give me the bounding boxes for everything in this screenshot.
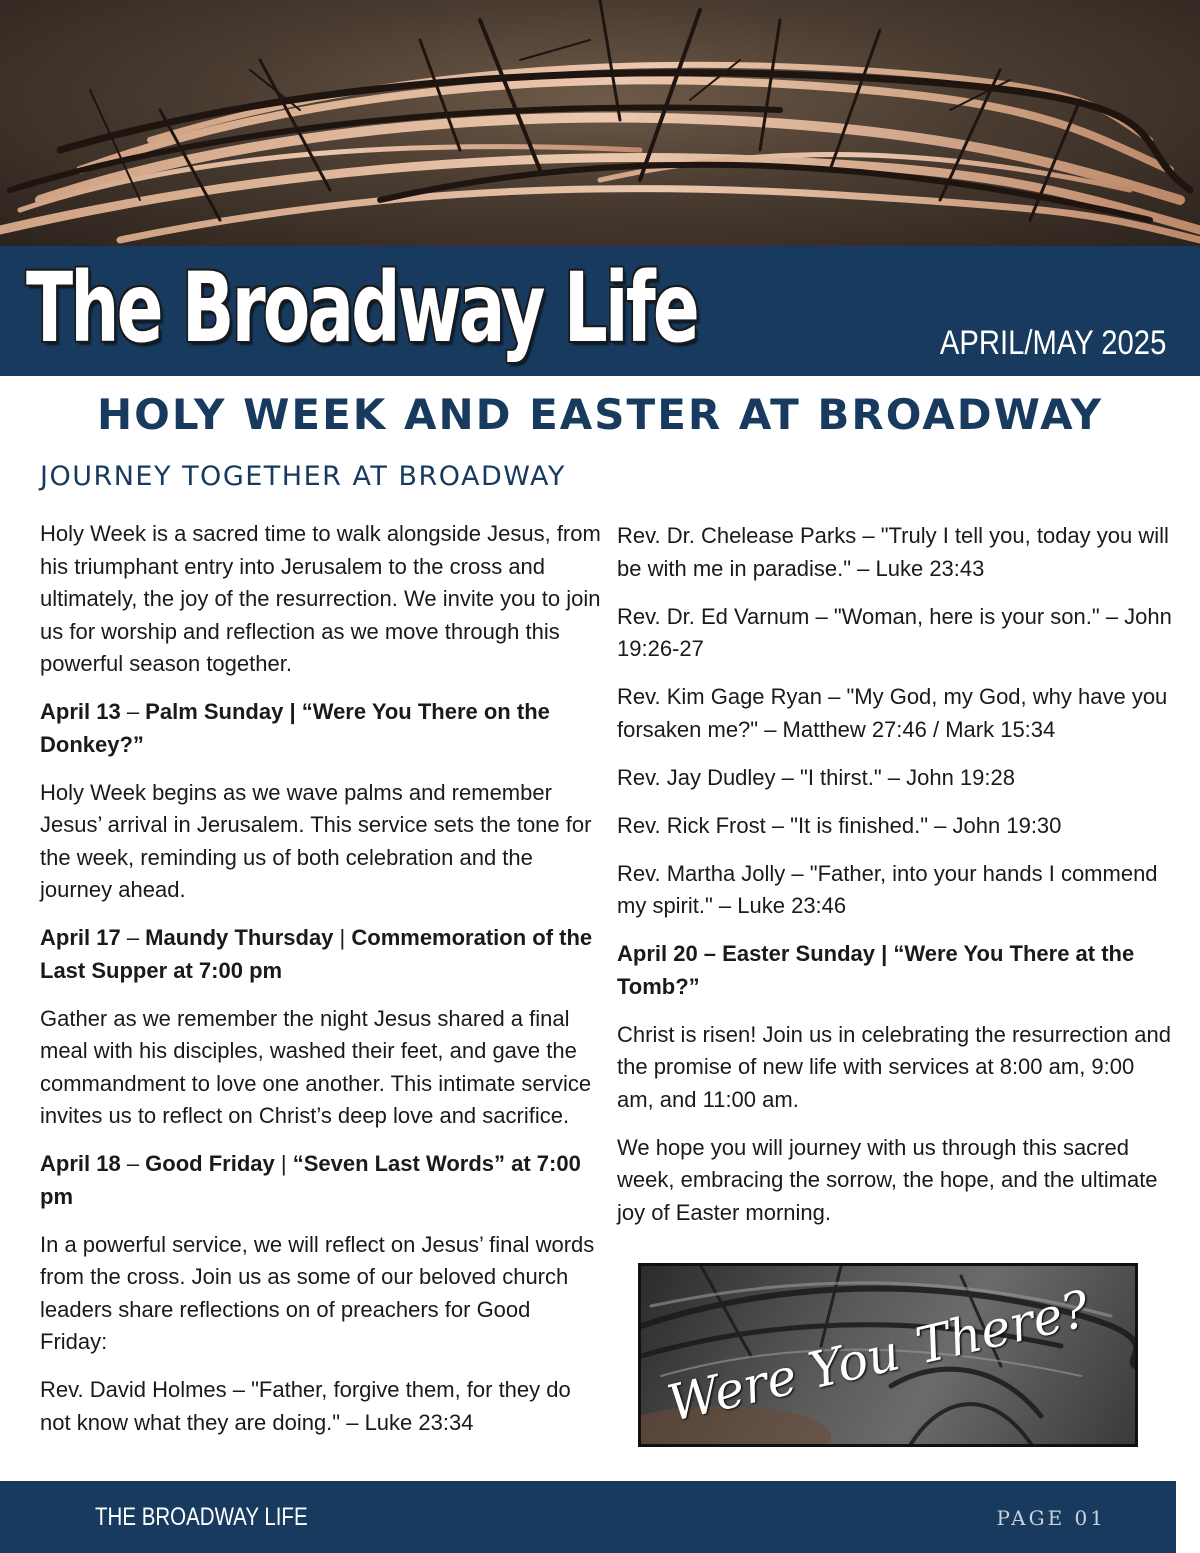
last-word-2: Rev. Dr. Chelease Parks – "Truly I tell you, today you will be with me in paradise." – Luke 23:43 xyxy=(617,523,1169,581)
last-word-6: Rev. Rick Frost – "It is finished." – John 19:30 xyxy=(617,812,1062,838)
palm-dash: – xyxy=(120,699,146,724)
page-footer xyxy=(0,1481,1176,1553)
maundy-name: Maundy Thursday xyxy=(145,925,334,950)
last-word-1: Rev. David Holmes – "Father, forgive them, for they do not know what they are doing." – Luke 23:34 xyxy=(40,1377,571,1435)
palm-sunday-body: Holy Week begins as we wave palms and remember Jesus’ arrival in Jerusalem. This service sets the tone for the week, reminding us of both celebration and the journey ahead. xyxy=(40,779,592,902)
intro-paragraph: Holy Week is a sacred time to walk alongside Jesus, from his triumphant entry into Jerusalem to the cross and ultimately, the joy of the resurrection. We invite you to join us for worship and reflection as we move through this powerful season together. xyxy=(40,521,601,676)
issue-date: APRIL/MAY 2025 xyxy=(939,324,1166,362)
script-word-you: You xyxy=(803,1323,906,1401)
maundy-thursday-heading xyxy=(40,922,602,987)
masthead-banner xyxy=(0,246,1200,376)
last-word-7: Rev. Martha Jolly – "Father, into your hands I commend my spirit." – Luke 23:46 xyxy=(617,860,1158,918)
last-word-3: Rev. Dr. Ed Varnum – "Woman, here is your son." – John 19:26-27 xyxy=(617,603,1172,661)
were-you-there-graphic xyxy=(638,1263,1138,1447)
palm-title: Palm Sunday | “Were You There on the Donkey?” xyxy=(40,699,550,757)
maundy-sep: | xyxy=(333,925,352,950)
section-subhead: JOURNEY TOGETHER AT BROADWAY xyxy=(40,461,566,492)
palm-date: April 13 xyxy=(40,699,121,724)
closing-paragraph: We hope you will journey with us through this sacred week, embracing the sorrow, the hope, and the ultimate joy of Easter morning. xyxy=(617,1134,1158,1225)
maundy-date: April 17 xyxy=(40,925,121,950)
maundy-thursday-body: Gather as we remember the night Jesus shared a final meal with his disciples, washed their feet, and gave the commandment to love one another. This intimate service invites us to reflect on Christ’s deep love and sacrifice. xyxy=(40,1005,592,1128)
hero-image-crown-of-thorns xyxy=(0,0,1200,246)
maundy-dash: – xyxy=(120,925,146,950)
good-friday-body: In a powerful service, we will reflect on Jesus’ final words from the cross. Join us as some of our beloved church leaders share reflections on of preachers for Good Friday: xyxy=(40,1231,595,1354)
maundy-title: Commemoration of the Last Supper at 7:00 pm xyxy=(40,925,593,983)
script-word-were: Were xyxy=(662,1347,803,1433)
newsletter-title: The Broadway Life xyxy=(26,252,697,364)
friday-date: April 18 xyxy=(40,1151,121,1176)
left-column xyxy=(40,518,602,1455)
friday-name: Good Friday xyxy=(145,1151,275,1176)
footer-title: THE BROADWAY LIFE xyxy=(95,1503,308,1531)
friday-dash: – xyxy=(120,1151,146,1176)
last-word-4: Rev. Kim Gage Ryan – "My God, my God, why have you forsaken me?" – Matthew 27:46 / Mark 15:34 xyxy=(617,684,1168,742)
right-column xyxy=(617,520,1173,1245)
main-headline: HOLY WEEK AND EASTER AT BROADWAY xyxy=(96,390,1104,439)
friday-sep: | xyxy=(274,1151,293,1176)
easter-sunday-body: Christ is risen! Join us in celebrating the resurrection and the promise of new life with services at 8:00 am, 9:00 am, and 11:00 am. xyxy=(617,1021,1171,1112)
palm-sunday-heading xyxy=(40,696,602,761)
friday-title: “Seven Last Words” at 7:00 pm xyxy=(40,1151,581,1209)
script-word-there: There? xyxy=(910,1279,1095,1376)
good-friday-heading xyxy=(40,1148,602,1213)
easter-sunday-heading: April 20 – Easter Sunday | “Were You There at the Tomb?” xyxy=(617,941,1135,999)
page-number: PAGE 01 xyxy=(996,1506,1106,1530)
last-word-5: Rev. Jay Dudley – "I thirst." – John 19:28 xyxy=(617,764,1015,790)
